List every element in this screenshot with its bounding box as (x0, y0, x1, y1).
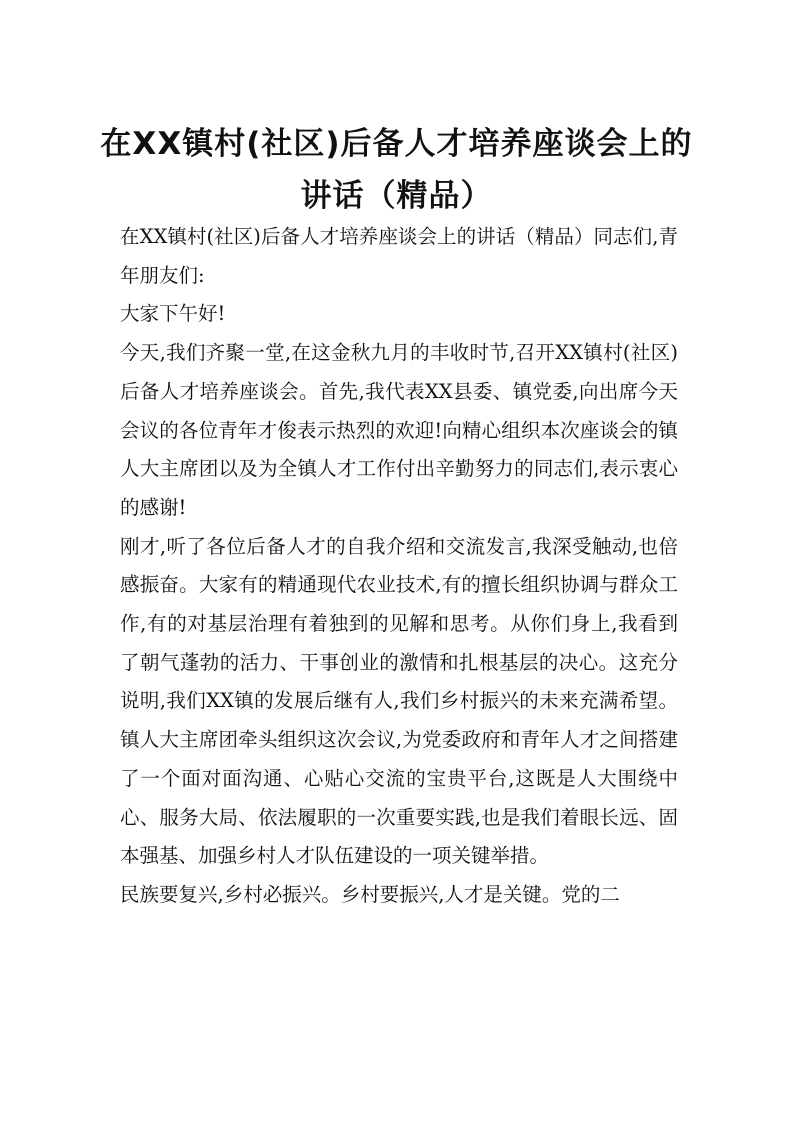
paragraph-impressions: 刚才,听了各位后备人才的自我介绍和交流发言,我深受触动,也倍感振奋。大家有的精通现代农业技术,有的擅长组织协调与群众工作,有的对基层治理有着独到的见解和思考。从你们身上,我看到了朝气蓬勃的活力、干事创业的激情和扎根基层的决心。这充分说明,我们XX镇的发展后继有人,我们乡村振兴的未来充满希望。镇人大主席团牵头组织这次会议,为党委政府和青年人才之间搭建了一个面对面沟通、心贴心交流的宝贵平台,这既是人大围绕中心、服务大局、依法履职的一次重要实践,也是我们着眼长远、固本强基、加强乡村人才队伍建设的一项关键举措。 (120, 534, 678, 868)
title-line-1: 在XX镇村(社区)后备人才培养座谈会上的 (100, 126, 693, 162)
paragraph-revival: 民族要复兴,乡村必振兴。乡村要振兴,人才是关键。党的二 (120, 882, 620, 906)
paragraph-opening: 今天,我们齐聚一堂,在这金秋九月的丰收时节,召开XX镇村(社区)后备人才培养座谈会。首先,我代表XX县委、镇党委,向出席今天会议的各位青年才俊表示热烈的欢迎!向精心组织本次座谈会的镇人大主席团以及为全镇人才工作付出辛勤努力的同志们,表示衷心的感谢! (120, 341, 678, 519)
title-line-2: 讲话（精品） (300, 178, 493, 214)
document-body (120, 218, 678, 915)
document-title (100, 118, 693, 222)
paragraph-greeting: 在XX镇村(社区)后备人才培养座谈会上的讲话（精品）同志们,青年朋友们: (120, 225, 678, 287)
paragraph-salutation: 大家下午好! (120, 302, 226, 326)
